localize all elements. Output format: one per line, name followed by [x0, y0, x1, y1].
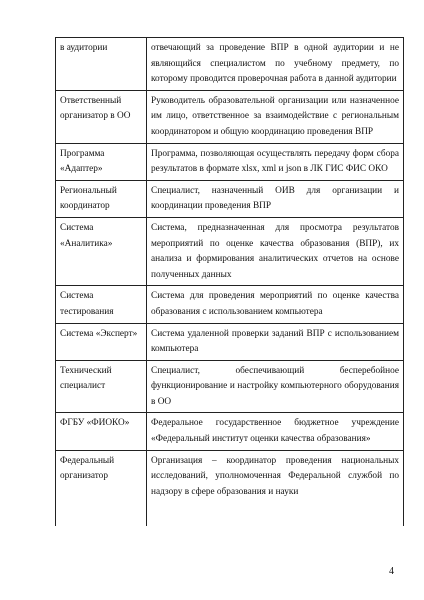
table-row [56, 360, 404, 413]
definition-cell: Система удаленной проверки заданий ВПР с использованием компьютера [147, 323, 404, 360]
term-cell: Федеральный организатор [56, 450, 147, 526]
definition-cell: Организация – координатор проведения национальных исследований, уполномоченная Федеральной службой по надзору в сфере образования и науки [147, 450, 404, 526]
term-cell: в аудитории [56, 38, 147, 91]
page-number: 4 [389, 566, 394, 577]
term-cell: Система тестирования [56, 286, 147, 323]
glossary-table [55, 37, 404, 526]
table-row [56, 217, 404, 285]
term-cell: Технический специалист [56, 360, 147, 413]
definition-cell: Специалист, обеспечивающий бесперебойное функционирование и настройку компьютерного оборудования в ОО [147, 360, 404, 413]
table-row [56, 286, 404, 323]
table-row [56, 143, 404, 180]
definition-cell: Специалист, назначенный ОИВ для организации и координации проведения ВПР [147, 180, 404, 217]
definition-cell: Руководитель образовательной организации или назначенное им лицо, ответственное за взаимодействие с региональным координатором и общую координацию проведения ВПР [147, 90, 404, 143]
definition-cell: Программа, позволяющая осуществлять передачу форм сбора результатов в формате xlsx, xml и json в ЛК ГИС ФИС ОКО [147, 143, 404, 180]
term-cell: Система «Аналитика» [56, 217, 147, 285]
table-row [56, 38, 404, 91]
table-row [56, 90, 404, 143]
term-cell: ФГБУ «ФИОКО» [56, 413, 147, 450]
table-row [56, 413, 404, 450]
table-row [56, 323, 404, 360]
definition-cell: Система, предназначенная для просмотра результатов мероприятий по оценке качества образования (ВПР), их анализа и формирования аналитических отчетов на основе полученных данных [147, 217, 404, 285]
term-cell: Система «Эксперт» [56, 323, 147, 360]
table-row [56, 450, 404, 526]
term-cell: Региональный координатор [56, 180, 147, 217]
definition-cell: отвечающий за проведение ВПР в одной аудитории и не являющийся специалистом по учебному предмету, по которому проводится проверочная работа в данной аудитории [147, 38, 404, 91]
definition-cell: Федеральное государственное бюджетное учреждение «Федеральный институт оценки качества образования» [147, 413, 404, 450]
table-row [56, 180, 404, 217]
definition-cell: Система для проведения мероприятий по оценке качества образования с использованием компьютера [147, 286, 404, 323]
term-cell: Ответственный организатор в ОО [56, 90, 147, 143]
term-cell: Программа «Адаптер» [56, 143, 147, 180]
